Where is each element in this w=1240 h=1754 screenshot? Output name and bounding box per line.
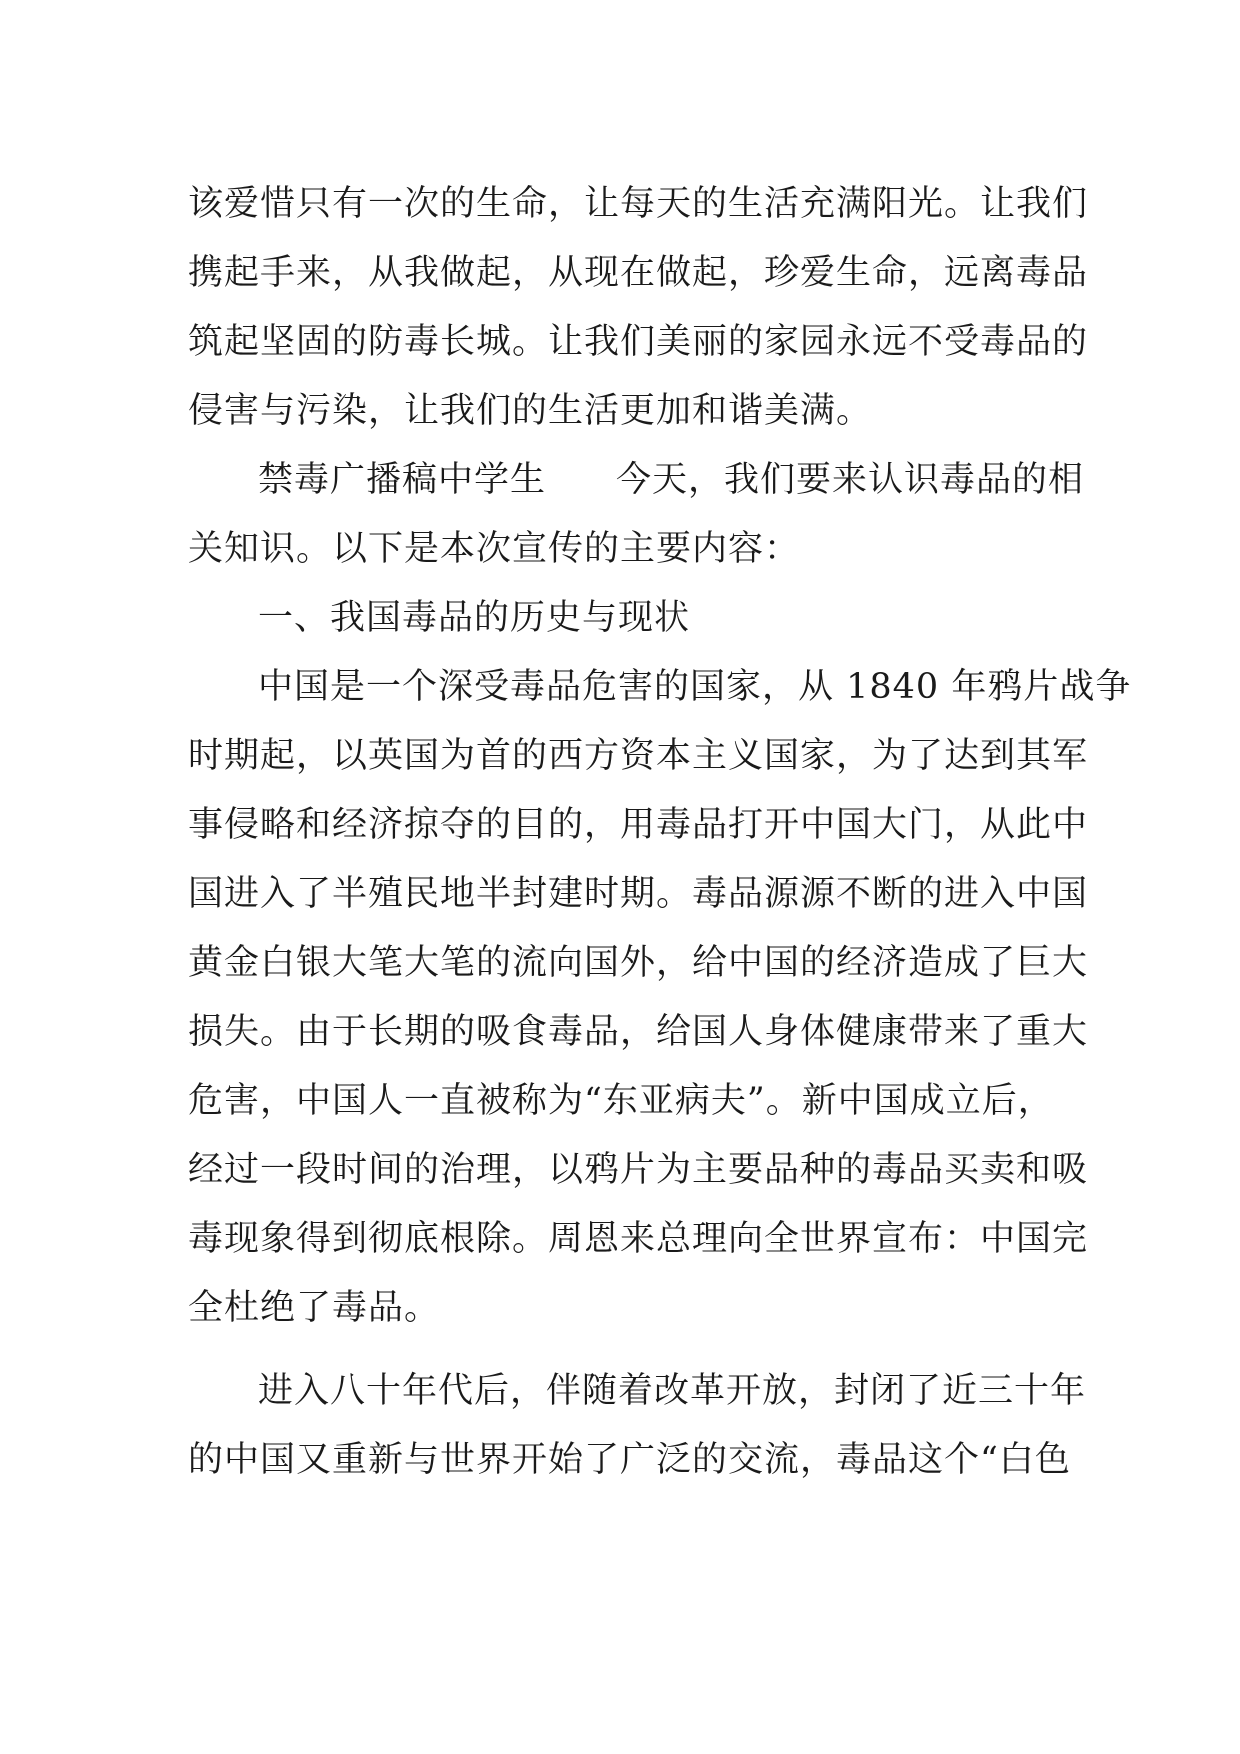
text-line: 中国是一个深受毒品危害的国家，从 1840 年鸦片战争: [258, 667, 1132, 707]
heading-continuation: 今天，我们要来认识毒品的相: [616, 460, 1085, 500]
text-line: 黄金白银大笔大笔的流向国外，给中国的经济造成了巨大: [188, 943, 1089, 983]
text-line: 该爱惜只有一次的生命，让每天的生活充满阳光。让我们: [188, 184, 1089, 224]
text-line: 侵害与污染，让我们的生活更加和谐美满。: [188, 391, 873, 431]
text-line: 全杜绝了毒品。: [188, 1288, 441, 1328]
text-line: 事侵略和经济掠夺的目的，用毒品打开中国大门，从此中: [188, 805, 1089, 845]
text-line: 损失。由于长期的吸食毒品，给国人身体健康带来了重大: [188, 1012, 1089, 1052]
text-line: 经过一段时间的治理，以鸦片为主要品种的毒品买卖和吸: [188, 1150, 1089, 1190]
text-line: 国进入了半殖民地半封建时期。毒品源源不断的进入中国: [188, 874, 1089, 914]
text-line: 的中国又重新与世界开始了广泛的交流，毒品这个“白色: [188, 1440, 1071, 1480]
text-line: 进入八十年代后，伴随着改革开放，封闭了近三十年: [258, 1371, 1087, 1411]
heading-line: [188, 446, 1085, 515]
text-line: 时期起，以英国为首的西方资本主义国家，为了达到其军: [188, 736, 1089, 776]
broadcast-title: 禁毒广播稿中学生: [258, 460, 547, 500]
text-line: 筑起坚固的防毒长城。让我们美丽的家园永远不受毒品的: [188, 322, 1089, 362]
text-line: 毒现象得到彻底根除。周恩来总理向全世界宣布：中国完: [188, 1219, 1089, 1259]
section-heading: 一、我国毒品的历史与现状: [258, 598, 691, 638]
body-text: [188, 170, 1132, 1495]
text-line: 危害，中国人一直被称为“东亚病夫”。新中国成立后，: [188, 1081, 1054, 1121]
text-line: 携起手来，从我做起，从现在做起，珍爱生命，远离毒品: [188, 253, 1089, 293]
text-line: 关知识。以下是本次宣传的主要内容：: [188, 529, 801, 569]
